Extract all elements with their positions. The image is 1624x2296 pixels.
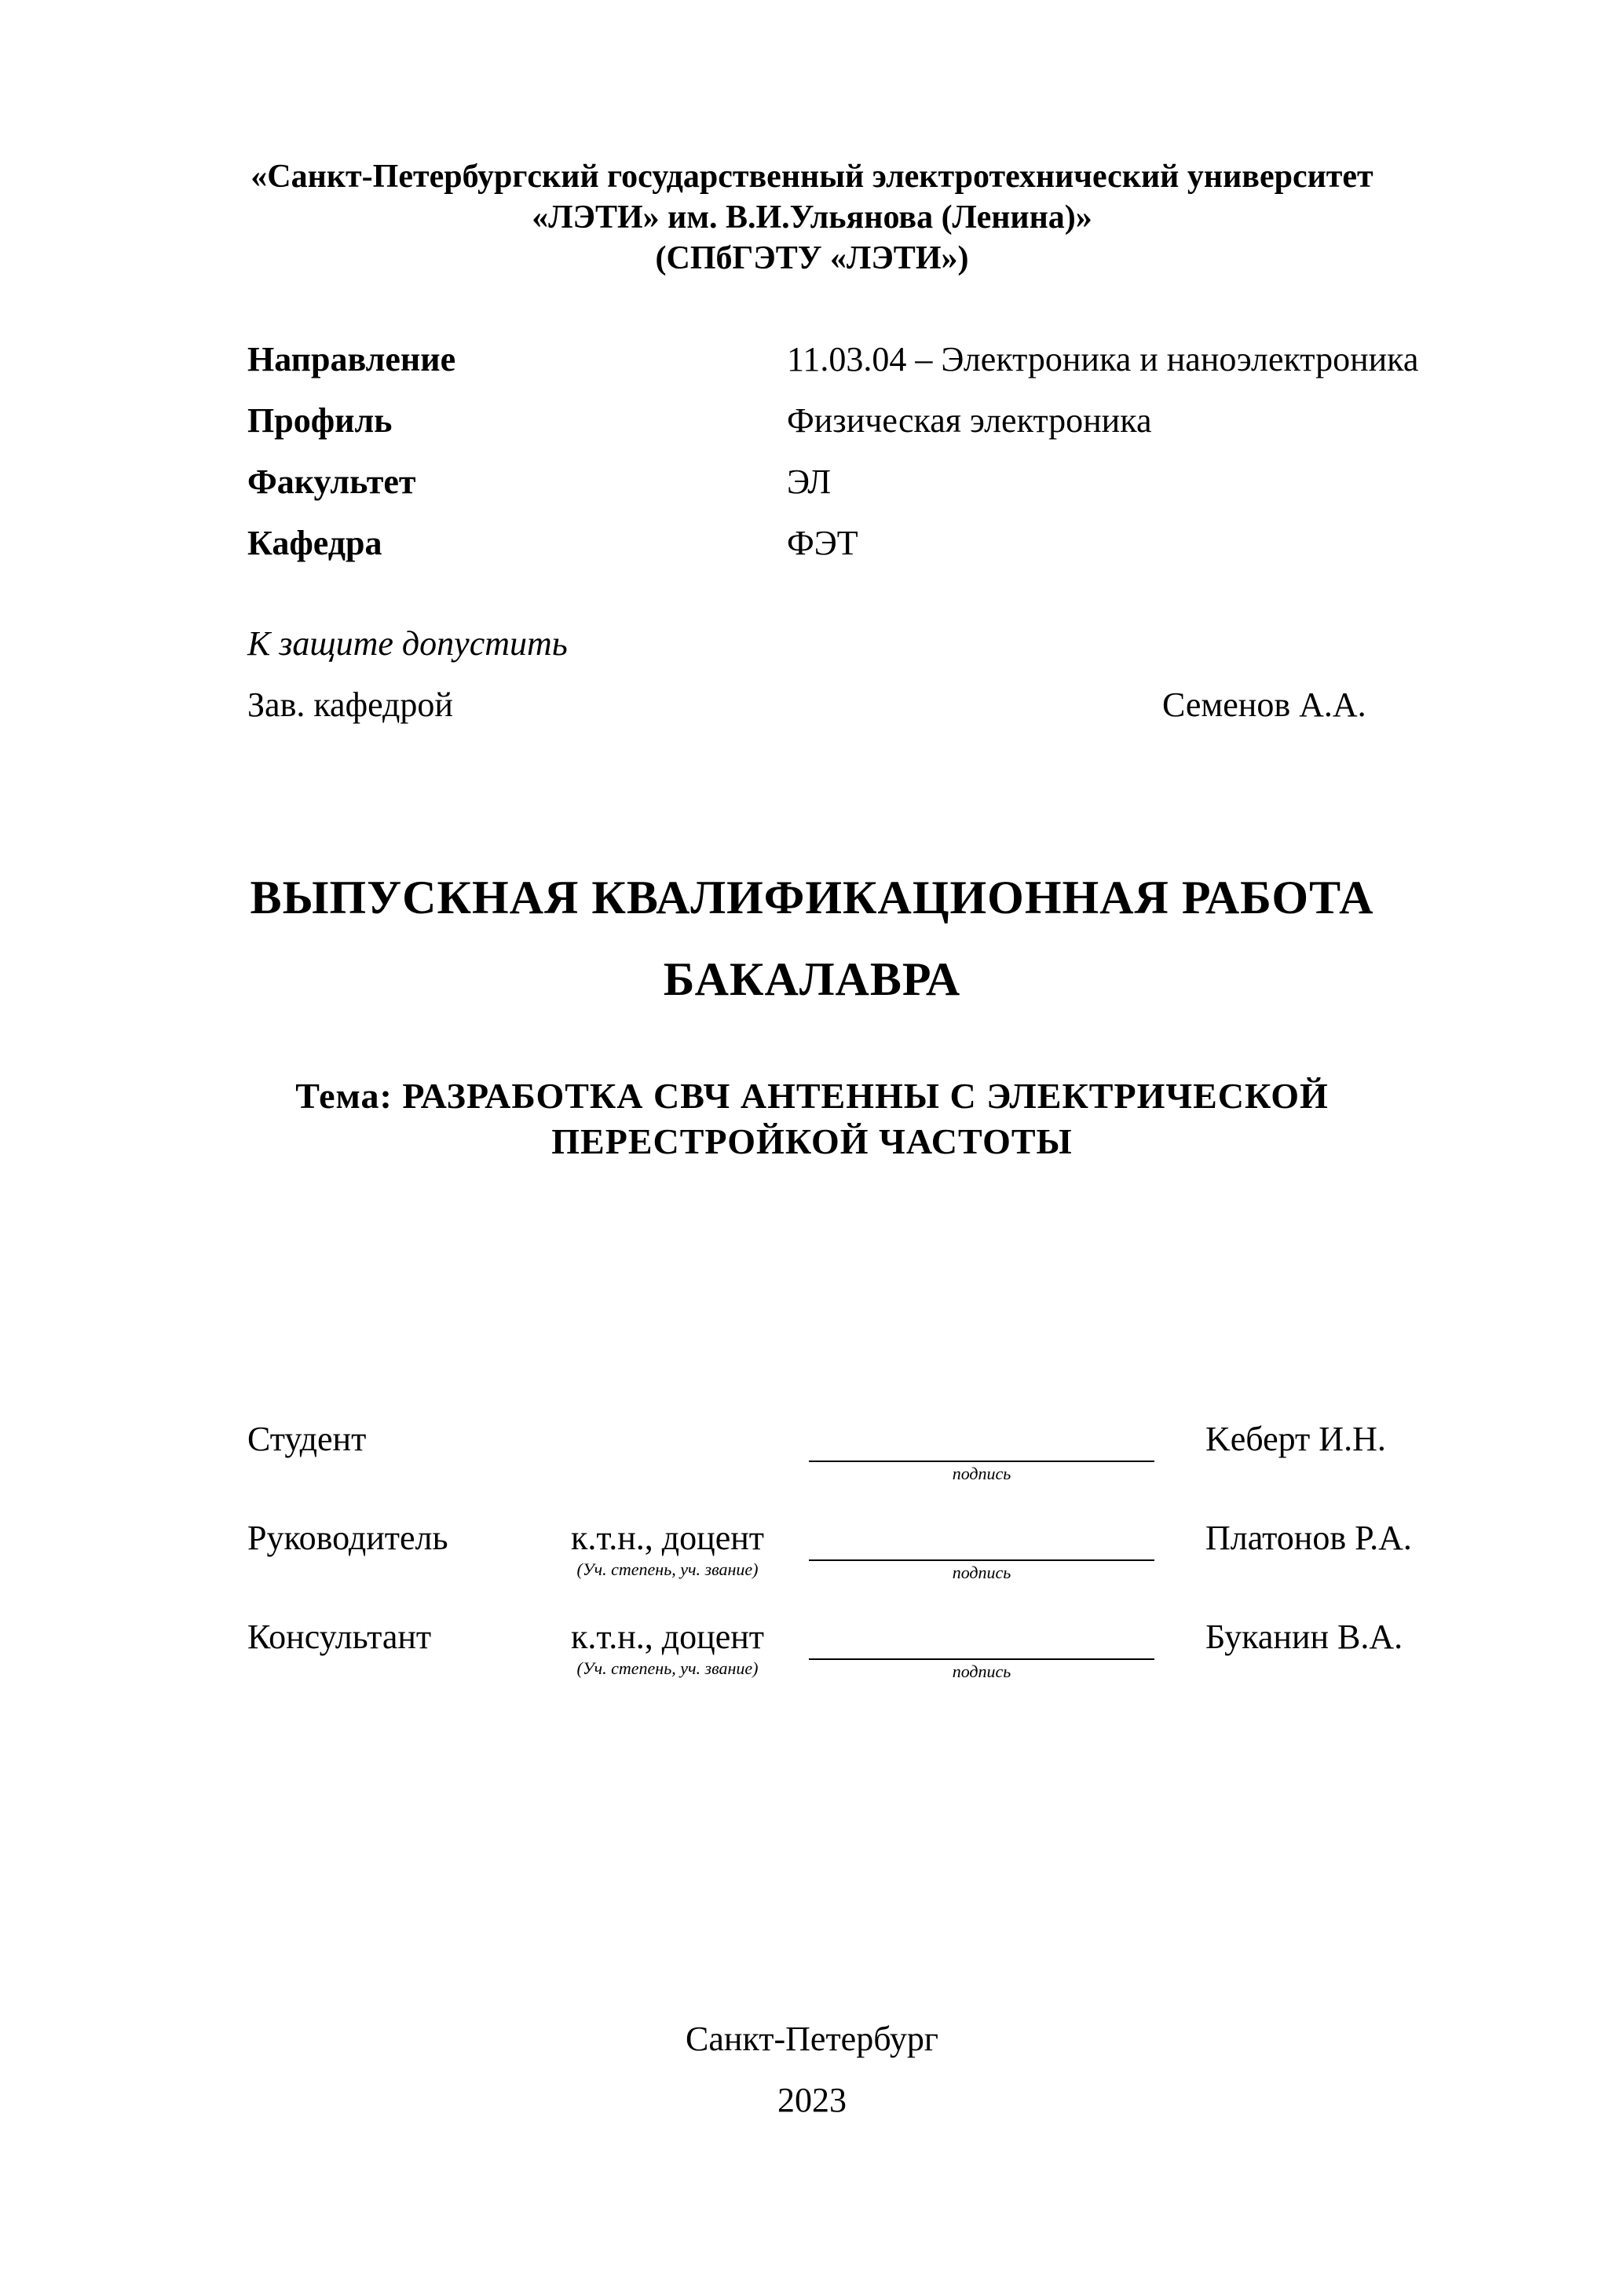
consultant-signature-caption: подпись (952, 1662, 1011, 1681)
profile-label: Профиль (247, 401, 393, 440)
student-role: Студент (247, 1420, 367, 1458)
direction-value: 11.03.04 – Электроника и наноэлектроника (787, 340, 1419, 378)
direction-label: Направление (247, 340, 456, 378)
university-abbreviation: (СПбГЭТУ «ЛЭТИ») (655, 240, 969, 276)
document-title-line2: БАКАЛАВРА (663, 953, 961, 1005)
supervisor-degree-caption: (Уч. степень, уч. звание) (576, 1559, 759, 1579)
head-of-department-label: Зав. кафедрой (247, 686, 453, 724)
profile-value: Физическая электроника (787, 401, 1152, 440)
consultant-degree: к.т.н., доцент (570, 1618, 765, 1656)
consultant-name: Буканин В.А. (1205, 1618, 1403, 1656)
department-label: Кафедра (247, 524, 382, 562)
department-value: ФЭТ (787, 524, 858, 562)
topic-line1: Тема: РАЗРАБОТКА СВЧ АНТЕННЫ С ЭЛЕКТРИЧЕСКОЙ (295, 1076, 1329, 1116)
consultant-signature-line (809, 1658, 1154, 1660)
faculty-label: Факультет (247, 462, 416, 501)
supervisor-degree: к.т.н., доцент (570, 1519, 765, 1557)
university-name-line2: «ЛЭТИ» им. В.И.Ульянова (Ленина)» (532, 199, 1092, 236)
consultant-degree-caption: (Уч. степень, уч. звание) (576, 1658, 759, 1678)
student-signature-caption: подпись (952, 1464, 1011, 1483)
city: Санкт-Петербург (686, 2020, 938, 2058)
document-title-line1: ВЫПУСКНАЯ КВАЛИФИКАЦИОННАЯ РАБОТА (250, 872, 1374, 923)
supervisor-name: Платонов Р.А. (1205, 1519, 1412, 1557)
faculty-value: ЭЛ (787, 462, 832, 501)
student-signature-line (809, 1461, 1154, 1462)
admission-note: К защите допустить (247, 624, 568, 663)
student-name: Keберт И.Н. (1205, 1420, 1386, 1458)
supervisor-signature-line (809, 1559, 1154, 1561)
topic-line2: ПЕРЕСТРОЙКОЙ ЧАСТОТЫ (551, 1121, 1073, 1161)
consultant-role: Консультант (247, 1618, 432, 1656)
supervisor-signature-caption: подпись (952, 1563, 1011, 1582)
year: 2023 (777, 2081, 847, 2119)
head-of-department-name: Семенов А.А. (1162, 686, 1366, 724)
supervisor-role: Руководитель (247, 1519, 448, 1557)
university-name-line1: «Санкт-Петербургский государственный электротехнический университет (251, 159, 1373, 195)
